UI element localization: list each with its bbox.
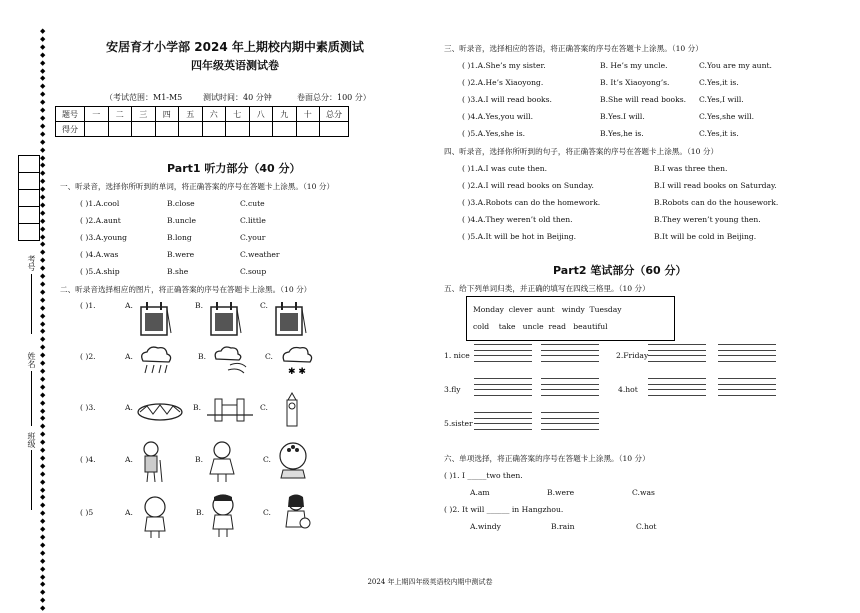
score-cell[interactable] — [249, 122, 273, 137]
category-label: 4.hot — [618, 385, 638, 394]
section5-instruction: 五、给下列单词归类，并正确的填写在四线三格里。（10 分） — [444, 284, 650, 293]
score-cell[interactable] — [226, 122, 250, 137]
writing-line — [648, 344, 706, 345]
writing-line — [718, 361, 776, 362]
s3-option-c: C.Yes,it is. — [699, 78, 739, 87]
exam-time: 测试时间：40 分钟 — [203, 93, 272, 102]
s3-option-b: B. It’s Xiaoyong’s. — [600, 78, 670, 87]
score-cell[interactable] — [108, 122, 132, 137]
writing-line — [541, 389, 599, 390]
writing-line — [718, 384, 776, 385]
writing-line — [541, 378, 599, 379]
calendar-icon — [205, 297, 245, 339]
s1-item-a: ( )2.A.aunt — [80, 216, 121, 225]
s3-option-b: B.Yes.I will. — [600, 112, 645, 121]
s3-option-b: B.Yes,he is. — [600, 129, 644, 138]
rain-cloud-icon — [135, 343, 175, 377]
s2-option-a: A. — [125, 403, 133, 412]
writing-line — [474, 395, 532, 396]
writing-line — [718, 355, 776, 356]
s1-item-c: C.weather — [240, 250, 280, 259]
writing-line — [474, 429, 532, 430]
writing-line — [474, 384, 532, 385]
writing-line — [541, 361, 599, 362]
snow-cloud-icon — [278, 343, 318, 377]
s2-option-a: A. — [125, 301, 133, 310]
exam-number-label: 考号 — [27, 255, 36, 271]
s3-option-a: ( )4.A.Yes,you will. — [462, 112, 534, 121]
name-line — [31, 371, 32, 426]
wind-icon — [210, 343, 250, 377]
writing-line — [541, 412, 599, 413]
s1-item-a: ( )5.A.ship — [80, 267, 120, 276]
s3-option-c: C.You are my aunt. — [699, 61, 772, 70]
s3-option-b: B. He’s my uncle. — [600, 61, 668, 70]
score-row-label: 得分 — [56, 122, 85, 137]
score-cell[interactable] — [179, 122, 203, 137]
score-header-cell: 四 — [155, 107, 179, 122]
writing-line — [718, 344, 776, 345]
s6-question: ( )2. It will ______ in Hangzhou. — [444, 505, 564, 514]
s2-option-b: B. — [195, 455, 203, 464]
class-line — [31, 450, 32, 510]
writing-line — [648, 389, 706, 390]
word-bank-row2: cold take uncle read beautiful — [473, 322, 608, 331]
writing-line — [718, 378, 776, 379]
s1-item-c: C.your — [240, 233, 266, 242]
s4-option-a: ( )2.A.I will read books on Sunday. — [462, 181, 594, 190]
writing-line — [541, 344, 599, 345]
s6-option: B.rain — [551, 522, 575, 531]
s2-option-c: C. — [260, 403, 268, 412]
s6-option: A.windy — [470, 522, 501, 531]
name-label: 姓名 — [27, 352, 36, 368]
writing-line — [648, 378, 706, 379]
s3-option-a: ( )1.A.She’s my sister. — [462, 61, 546, 70]
old-man-icon — [137, 440, 167, 484]
score-cell[interactable] — [85, 122, 109, 137]
section3-instruction: 三、听录音，选择相应的答语，将正确答案的序号在答题卡上涂黑。（10 分） — [444, 44, 703, 53]
section1-instruction: 一、听录音，选择你所听到的单词，将正确答案的序号在答题卡上涂黑。（10 分） — [60, 182, 335, 191]
writing-line — [648, 361, 706, 362]
s1-item-b: B.she — [167, 267, 189, 276]
writing-line — [541, 429, 599, 430]
section2-instruction: 二、听录音选择相应的图片，将正确答案的序号在答题卡上涂黑。（10 分） — [60, 285, 312, 294]
writing-line — [541, 350, 599, 351]
writing-line — [648, 395, 706, 396]
word-bank-row1: Monday clever aunt windy Tuesday — [473, 305, 622, 314]
writing-line — [718, 350, 776, 351]
word-bank-box — [466, 296, 675, 341]
boy-icon — [206, 493, 240, 539]
s2-option-b: B. — [198, 352, 206, 361]
s1-item-a: ( )1.A.cool — [80, 199, 120, 208]
writing-line — [474, 418, 532, 419]
writing-line — [474, 350, 532, 351]
s4-option-b: B.I was three then. — [654, 164, 728, 173]
total-score: 卷面总分：100 分） — [297, 93, 371, 102]
calendar-icon — [270, 297, 310, 339]
s4-option-b: B.They weren’t young then. — [654, 215, 761, 224]
s1-item-b: B.were — [167, 250, 195, 259]
score-header-cell: 六 — [202, 107, 226, 122]
s2-option-a: A. — [125, 508, 133, 517]
s1-item-c: C.little — [240, 216, 266, 225]
writing-line — [474, 361, 532, 362]
tower-bridge-icon — [205, 395, 255, 425]
score-header-cell: 总分 — [320, 107, 349, 122]
mother-child-icon — [278, 493, 314, 539]
score-cell[interactable] — [202, 122, 226, 137]
s6-option: A.am — [470, 488, 490, 497]
boy-icon — [138, 495, 172, 539]
s4-option-b: B.I will read books on Saturday. — [654, 181, 777, 190]
s3-option-c: C.Yes,she will. — [699, 112, 755, 121]
s4-option-a: ( )1.A.I was cute then. — [462, 164, 548, 173]
s2-option-c: C. — [265, 352, 273, 361]
s6-option: C.hot — [636, 522, 657, 531]
calendar-icon — [135, 297, 175, 339]
part1-title: Part1 听力部分（40 分） — [167, 162, 301, 175]
s1-item-b: B.uncle — [167, 216, 196, 225]
paper-subtitle: 四年级英语测试卷 — [191, 59, 279, 72]
category-label: 2.Friday — [616, 351, 649, 360]
s2-item-number: ( )3. — [80, 403, 96, 412]
writing-line — [718, 395, 776, 396]
score-header-cell: 八 — [249, 107, 273, 122]
girl-icon — [205, 440, 239, 484]
s2-option-c: C. — [263, 455, 271, 464]
score-header-cell: 九 — [273, 107, 297, 122]
s1-item-c: C.soup — [240, 267, 267, 276]
binding-dashed-line: ◆ ◆ ◆ ◆ ◆ ◆ ◆ ◆ ◆ ◆ ◆ ◆ ◆ ◆ ◆ ◆ ◆ ◆ ◆ ◆ ◆ ◆ ◆ ◆ ◆ ◆ ◆ ◆ ◆ ◆ ◆ ◆ ◆ ◆ ◆ ◆ ◆ ◆ ◆ ◆ ◆ ◆ ◆ ◆ ◆ ◆ ◆ ◆ ◆ ◆ ◆ ◆ ◆ ◆ ◆ ◆ ◆ ◆ ◆ ◆ ◆ ◆ ◆ ◆ ◆ ◆ ◆ ◆ ◆ ◆ ◆ ◆ ◆ ◆ — [40, 27, 46, 613]
grandma-icon — [275, 440, 311, 480]
writing-line — [474, 355, 532, 356]
score-header-cell: 七 — [226, 107, 250, 122]
score-header-cell: 十 — [296, 107, 320, 122]
s2-item-number: ( )1. — [80, 301, 96, 310]
s2-option-a: A. — [125, 352, 133, 361]
score-cell[interactable] — [273, 122, 297, 137]
s1-item-b: B.close — [167, 199, 195, 208]
paper-title: 安居育才小学部 2024 年上期校内期中素质测试 — [106, 40, 364, 54]
s2-item-number: ( )5 — [80, 508, 94, 517]
writing-line — [541, 418, 599, 419]
class-label: 班级 — [27, 432, 36, 448]
writing-line — [648, 350, 706, 351]
s4-option-a: ( )5.A.It will be hot in Beijing. — [462, 232, 577, 241]
s1-item-a: ( )4.A.was — [80, 250, 119, 259]
page-footer: 2024 年上期四年级英语校内期中测试卷 — [367, 578, 493, 586]
score-header-cell: 五 — [179, 107, 203, 122]
s4-option-a: ( )3.A.Robots can do the homework. — [462, 198, 601, 207]
part2-title: Part2 笔试部分（60 分） — [553, 264, 687, 277]
writing-line — [541, 395, 599, 396]
writing-line — [648, 384, 706, 385]
seat-number-boxes — [18, 155, 40, 241]
s1-item-b: B.long — [167, 233, 192, 242]
s2-item-number: ( )2. — [80, 352, 96, 361]
writing-line — [648, 355, 706, 356]
writing-line — [718, 389, 776, 390]
svg-text:✱ ✱: ✱ ✱ — [288, 367, 306, 377]
score-header-cell: 题号 — [56, 107, 85, 122]
s3-option-a: ( )3.A.I will read books. — [462, 95, 552, 104]
s2-option-b: B. — [196, 508, 204, 517]
s2-option-b: B. — [195, 301, 203, 310]
s3-option-a: ( )5.A.Yes,she is. — [462, 129, 526, 138]
score-table — [55, 106, 349, 137]
writing-line — [541, 423, 599, 424]
writing-line — [474, 344, 532, 345]
s2-option-b: B. — [193, 403, 201, 412]
s1-item-a: ( )3.A.young — [80, 233, 127, 242]
score-header-cell: 三 — [132, 107, 156, 122]
writing-line — [474, 412, 532, 413]
category-label: 3.fly — [444, 385, 461, 394]
s2-option-c: C. — [260, 301, 268, 310]
writing-line — [474, 378, 532, 379]
s2-option-a: A. — [125, 455, 133, 464]
s4-option-a: ( )4.A.They weren’t old then. — [462, 215, 573, 224]
score-cell[interactable] — [155, 122, 179, 137]
score-cell[interactable] — [132, 122, 156, 137]
score-header-cell: 一 — [85, 107, 109, 122]
s3-option-a: ( )2.A.He’s Xiaoyong. — [462, 78, 544, 87]
s4-option-b: B.It will be cold in Beijing. — [654, 232, 757, 241]
s1-item-c: C.cute — [240, 199, 265, 208]
birds-nest-stadium-icon — [135, 398, 185, 422]
score-header-cell: 二 — [108, 107, 132, 122]
exam-scope: （考试范围：M1-M5 — [105, 93, 183, 102]
writing-line — [474, 423, 532, 424]
s6-question: ( )1. I _____two then. — [444, 471, 523, 480]
writing-line — [541, 355, 599, 356]
writing-line — [541, 384, 599, 385]
score-cell[interactable] — [320, 122, 349, 137]
s3-option-c: C.Yes,it is. — [699, 129, 739, 138]
writing-line — [474, 389, 532, 390]
s4-option-b: B.Robots can do the housework. — [654, 198, 779, 207]
score-cell[interactable] — [296, 122, 320, 137]
category-label: 1. nice — [444, 351, 470, 360]
section4-instruction: 四、听录音，选择你所听到的句子，将正确答案的序号在答题卡上涂黑。（10 分） — [444, 147, 719, 156]
category-label: 5.sister — [444, 419, 473, 428]
s3-option-c: C.Yes,I will. — [699, 95, 744, 104]
s2-option-c: C. — [263, 508, 271, 517]
s2-item-number: ( )4. — [80, 455, 96, 464]
exam-number-line — [31, 274, 32, 334]
s6-option: B.were — [547, 488, 575, 497]
s3-option-b: B.She will read books. — [600, 95, 687, 104]
big-ben-icon — [280, 392, 304, 428]
s6-option: C.was — [632, 488, 655, 497]
section6-instruction: 六、单项选择，将正确答案的序号在答题卡上涂黑。（10 分） — [444, 454, 650, 463]
